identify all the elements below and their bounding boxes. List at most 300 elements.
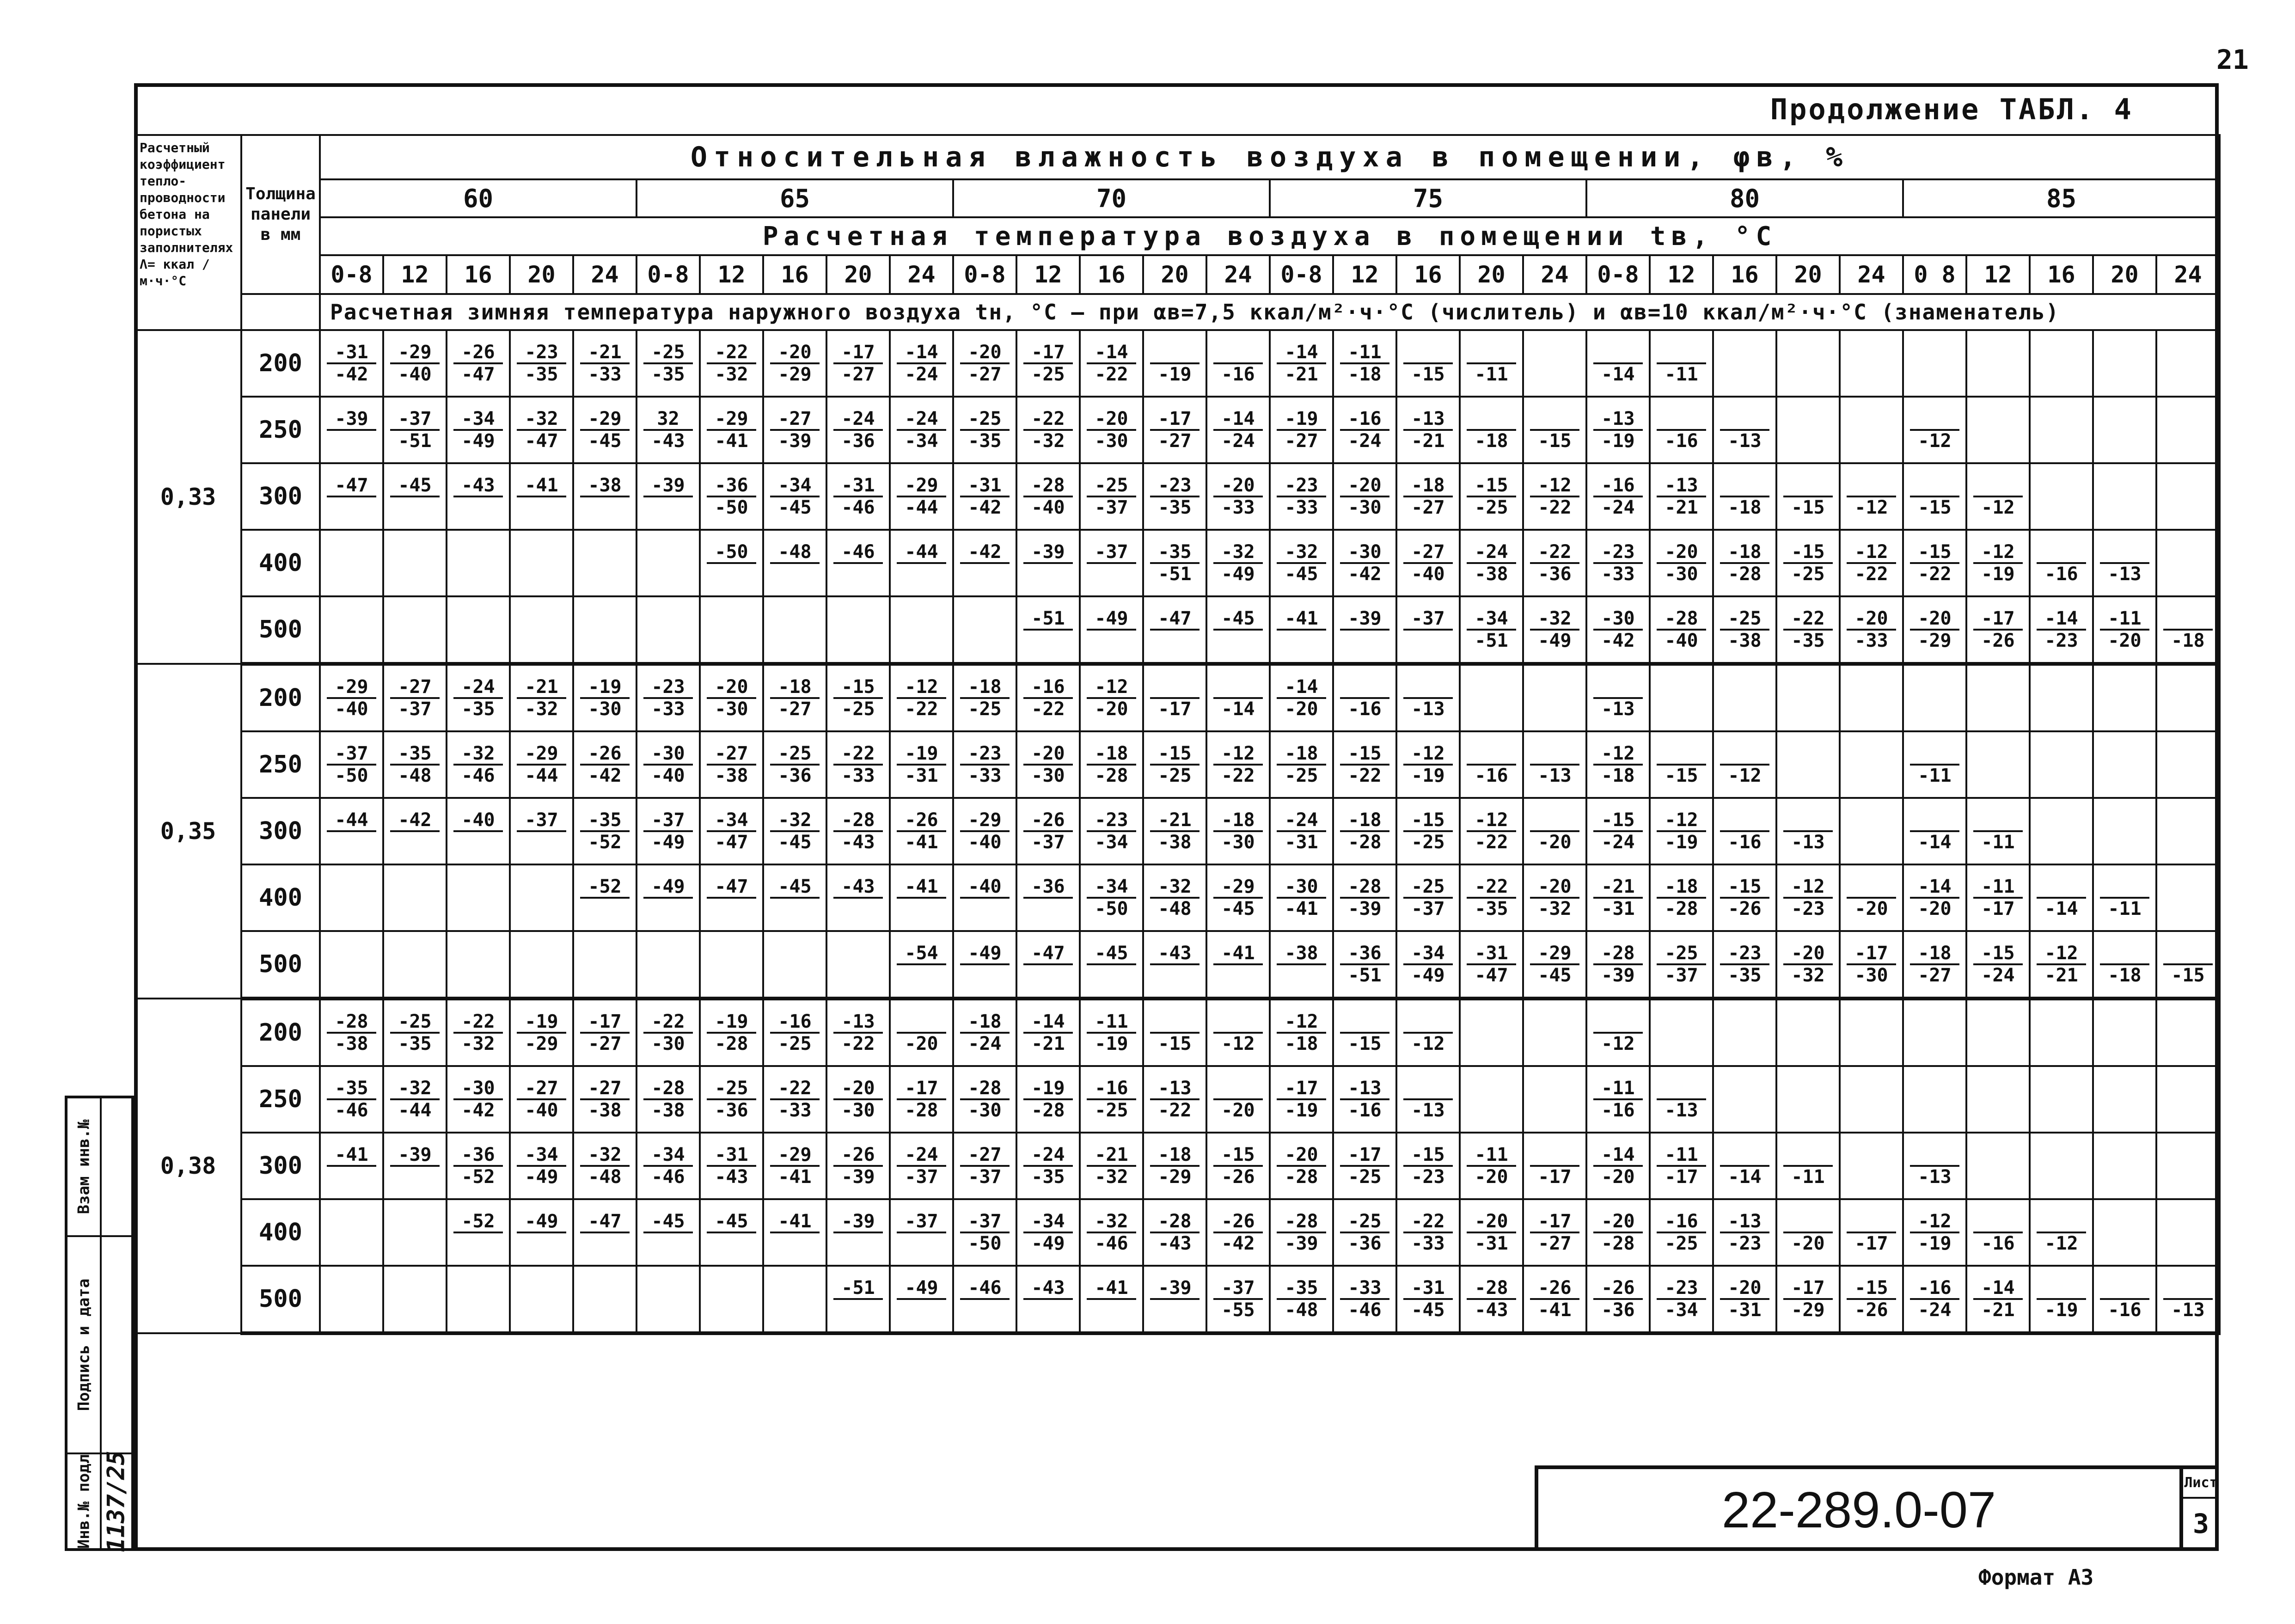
header-row-humidity-groups bbox=[135, 179, 2220, 217]
table-cell bbox=[1903, 1199, 1966, 1266]
denominator: -42 bbox=[1340, 562, 1389, 584]
numerator: -28 bbox=[1031, 475, 1065, 496]
table-cell bbox=[953, 397, 1016, 463]
fraction bbox=[1340, 677, 1389, 719]
table-cell bbox=[1270, 664, 1333, 731]
fraction bbox=[833, 1278, 882, 1320]
numerator: -21 bbox=[525, 676, 558, 698]
table-header bbox=[135, 135, 2220, 330]
numerator: -15 bbox=[1601, 809, 1635, 831]
denominator: -22 bbox=[897, 697, 946, 719]
table-cell bbox=[1586, 664, 1650, 731]
denominator: -35 bbox=[1720, 963, 1769, 986]
numerator: -22 bbox=[1791, 608, 1825, 629]
denominator bbox=[580, 897, 629, 919]
fraction bbox=[327, 409, 376, 451]
table-cell bbox=[636, 1066, 700, 1133]
fraction bbox=[1087, 677, 1136, 719]
fraction bbox=[1847, 475, 1896, 518]
fraction bbox=[1340, 943, 1389, 986]
denominator bbox=[1023, 963, 1072, 986]
denominator: -47 bbox=[453, 362, 502, 385]
table-cell bbox=[447, 664, 510, 731]
table-cell bbox=[2093, 330, 2156, 397]
denominator: -22 bbox=[1213, 764, 1262, 786]
numerator: -47 bbox=[715, 876, 748, 897]
numerator: -18 bbox=[1158, 1144, 1192, 1165]
numerator: -23 bbox=[1728, 943, 1762, 964]
denominator: -40 bbox=[517, 1098, 566, 1121]
denominator bbox=[1023, 897, 1072, 919]
numerator: -15 bbox=[1981, 943, 2015, 964]
table-cell bbox=[510, 330, 573, 397]
numerator: -18 bbox=[1221, 809, 1255, 831]
table-cell bbox=[1333, 596, 1396, 664]
fraction bbox=[453, 475, 502, 518]
temp-header: 24 bbox=[573, 255, 636, 294]
denominator: -48 bbox=[1150, 897, 1199, 919]
denominator: -38 bbox=[580, 1098, 629, 1121]
numerator: -29 bbox=[1221, 876, 1255, 897]
fraction bbox=[707, 677, 756, 719]
numerator: -38 bbox=[1285, 943, 1318, 964]
table-cell bbox=[826, 530, 890, 596]
table-cell bbox=[510, 463, 573, 530]
denominator: -22 bbox=[1150, 1098, 1199, 1121]
table-cell bbox=[700, 931, 763, 999]
denominator: -42 bbox=[453, 1098, 502, 1121]
denominator: -15 bbox=[1530, 429, 1579, 451]
table-cell bbox=[1586, 1199, 1650, 1266]
denominator: -33 bbox=[580, 362, 629, 385]
denominator: -27 bbox=[960, 362, 1009, 385]
table-cell bbox=[1966, 1133, 2030, 1199]
numerator: -43 bbox=[461, 475, 495, 496]
table-cell bbox=[447, 798, 510, 864]
fraction bbox=[1087, 1011, 1136, 1054]
temp-header: 24 bbox=[890, 255, 953, 294]
denominator: -30 bbox=[1213, 830, 1262, 852]
table-cell bbox=[1966, 999, 2030, 1066]
numerator: -36 bbox=[1348, 943, 1382, 964]
table-row bbox=[135, 931, 2220, 999]
numerator: -29 bbox=[905, 475, 938, 496]
table-cell bbox=[1333, 463, 1396, 530]
fraction bbox=[580, 677, 629, 719]
numerator: -45 bbox=[1221, 608, 1255, 629]
denominator: -20 bbox=[2100, 629, 2149, 651]
table-cell bbox=[1523, 330, 1586, 397]
table-cell bbox=[1270, 931, 1333, 999]
fraction bbox=[1213, 475, 1262, 518]
table-cell bbox=[383, 330, 447, 397]
fraction bbox=[833, 342, 882, 385]
fraction bbox=[1087, 1278, 1136, 1320]
fraction bbox=[833, 475, 882, 518]
table-cell bbox=[1270, 463, 1333, 530]
temp-header: 24 bbox=[1523, 255, 1586, 294]
denominator: -27 bbox=[580, 1032, 629, 1054]
fraction bbox=[960, 876, 1009, 919]
numerator: -29 bbox=[1538, 943, 1572, 964]
table-cell bbox=[1523, 596, 1586, 664]
table-cell bbox=[953, 999, 1016, 1066]
table-cell bbox=[1016, 1199, 1080, 1266]
temp-header: 12 bbox=[1966, 255, 2030, 294]
table-cell bbox=[890, 397, 953, 463]
fraction bbox=[770, 475, 819, 518]
numerator: -24 bbox=[905, 1144, 938, 1165]
denominator bbox=[327, 496, 376, 518]
table-cell bbox=[383, 530, 447, 596]
table-cell bbox=[1080, 1133, 1143, 1199]
numerator: -17 bbox=[1031, 342, 1065, 363]
fraction bbox=[1340, 1011, 1389, 1054]
numerator: -12 bbox=[1918, 1211, 1952, 1232]
fraction bbox=[1150, 342, 1199, 385]
denominator bbox=[1023, 562, 1072, 584]
denominator: -30 bbox=[643, 1032, 692, 1054]
numerator: -35 bbox=[1285, 1277, 1318, 1299]
table-cell bbox=[1966, 1266, 2030, 1333]
numerator: -11 bbox=[1981, 876, 2015, 897]
denominator: -40 bbox=[1657, 629, 1706, 651]
numerator: -39 bbox=[1348, 608, 1382, 629]
table-cell bbox=[1586, 463, 1650, 530]
numerator: -41 bbox=[905, 876, 938, 897]
table-cell bbox=[2093, 530, 2156, 596]
denominator: -32 bbox=[453, 1032, 502, 1054]
table-cell bbox=[1016, 1266, 1080, 1333]
table-cell bbox=[1586, 397, 1650, 463]
table-cell bbox=[1460, 664, 1523, 731]
table-cell bbox=[1080, 530, 1143, 596]
fraction bbox=[390, 743, 439, 786]
fraction bbox=[897, 1011, 946, 1054]
table-cell bbox=[2156, 664, 2220, 731]
denominator bbox=[1340, 629, 1389, 651]
table-cell bbox=[1143, 330, 1206, 397]
temp-header: 0-8 bbox=[320, 255, 383, 294]
table-cell bbox=[1903, 1066, 1966, 1133]
table-cell bbox=[573, 798, 636, 864]
thickness-header: Толщина панели в мм bbox=[241, 135, 320, 294]
denominator: -37 bbox=[1657, 963, 1706, 986]
table-cell bbox=[1840, 798, 1903, 864]
table-cell bbox=[1206, 931, 1270, 999]
denominator: -47 bbox=[707, 830, 756, 852]
table-cell bbox=[320, 864, 383, 931]
numerator: -22 bbox=[1411, 1211, 1445, 1232]
table-cell bbox=[2093, 1066, 2156, 1133]
table-cell bbox=[1270, 864, 1333, 931]
table-cell bbox=[1840, 397, 1903, 463]
table-cell bbox=[1776, 1066, 1840, 1133]
numerator: -27 bbox=[1411, 541, 1445, 563]
numerator: -12 bbox=[1665, 809, 1698, 831]
numerator: -15 bbox=[1411, 809, 1445, 831]
denominator: -34 bbox=[1657, 1298, 1706, 1320]
numerator: -43 bbox=[1158, 943, 1192, 964]
numerator: -35 bbox=[335, 1078, 368, 1099]
numerator: -16 bbox=[1665, 1211, 1698, 1232]
numerator: -13 bbox=[1411, 408, 1445, 429]
denominator: -19 bbox=[1277, 1098, 1326, 1121]
numerator: -15 bbox=[1728, 876, 1762, 897]
table-cell bbox=[953, 596, 1016, 664]
table-cell bbox=[636, 397, 700, 463]
denominator: -43 bbox=[707, 1165, 756, 1187]
numerator: -22 bbox=[1031, 408, 1065, 429]
denominator: -17 bbox=[1657, 1165, 1706, 1187]
denominator: -13 bbox=[2100, 562, 2149, 584]
fraction bbox=[1340, 409, 1389, 451]
fraction bbox=[453, 1011, 502, 1054]
fraction bbox=[643, 677, 692, 719]
table-row bbox=[135, 864, 2220, 931]
table-row bbox=[135, 664, 2220, 731]
fraction bbox=[453, 1078, 502, 1121]
table-cell bbox=[1396, 596, 1460, 664]
fraction bbox=[707, 1145, 756, 1187]
denominator: -25 bbox=[1783, 562, 1832, 584]
table-cell bbox=[1650, 798, 1713, 864]
table-cell bbox=[890, 463, 953, 530]
table-cell bbox=[1523, 397, 1586, 463]
fraction bbox=[833, 542, 882, 584]
denominator: -21 bbox=[1023, 1032, 1072, 1054]
numerator: -23 bbox=[1095, 809, 1128, 831]
denominator: -13 bbox=[1593, 697, 1642, 719]
numerator: -36 bbox=[461, 1144, 495, 1165]
table-cell bbox=[890, 1199, 953, 1266]
denominator: -55 bbox=[1213, 1298, 1262, 1320]
numerator: -33 bbox=[1348, 1277, 1382, 1299]
table-cell bbox=[2030, 463, 2093, 530]
numerator: -45 bbox=[398, 475, 432, 496]
table-cell bbox=[636, 1133, 700, 1199]
thickness-value: 200 bbox=[241, 664, 320, 731]
numerator: -20 bbox=[1348, 475, 1382, 496]
fraction bbox=[1213, 342, 1262, 385]
table-cell bbox=[320, 330, 383, 397]
fraction bbox=[1657, 342, 1706, 385]
denominator: -27 bbox=[1910, 963, 1959, 986]
temp-header: 0 8 bbox=[1903, 255, 1966, 294]
table-cell bbox=[1523, 1199, 1586, 1266]
table-cell bbox=[1586, 798, 1650, 864]
denominator bbox=[897, 897, 946, 919]
numerator: -37 bbox=[1221, 1277, 1255, 1299]
fraction bbox=[1340, 743, 1389, 786]
denominator: -12 bbox=[2037, 1232, 2086, 1254]
fraction bbox=[2163, 943, 2212, 986]
fraction bbox=[327, 810, 376, 852]
denominator: -35 bbox=[1023, 1165, 1072, 1187]
denominator: -45 bbox=[1213, 897, 1262, 919]
fraction bbox=[833, 677, 882, 719]
denominator: -52 bbox=[580, 830, 629, 852]
fraction bbox=[1530, 542, 1579, 584]
table-cell bbox=[1713, 999, 1776, 1066]
denominator: -18 bbox=[1340, 362, 1389, 385]
fraction bbox=[1150, 943, 1199, 986]
denominator bbox=[1087, 963, 1136, 986]
fraction bbox=[1087, 475, 1136, 518]
numerator: -41 bbox=[778, 1211, 812, 1232]
numerator: -39 bbox=[335, 408, 368, 429]
denominator: -41 bbox=[1530, 1298, 1579, 1320]
fraction bbox=[1023, 810, 1072, 852]
denominator: -21 bbox=[1657, 496, 1706, 518]
fraction bbox=[1087, 342, 1136, 385]
table-cell bbox=[447, 1133, 510, 1199]
denominator: -11 bbox=[1467, 362, 1516, 385]
fraction bbox=[1023, 1278, 1072, 1320]
table-body bbox=[135, 330, 2220, 1333]
table-cell bbox=[826, 731, 890, 798]
table-cell bbox=[573, 463, 636, 530]
fraction bbox=[833, 409, 882, 451]
denominator: -30 bbox=[707, 697, 756, 719]
table-cell bbox=[510, 530, 573, 596]
denominator: -25 bbox=[1467, 496, 1516, 518]
numerator: -24 bbox=[1031, 1144, 1065, 1165]
numerator: -24 bbox=[461, 676, 495, 698]
fraction bbox=[327, 342, 376, 385]
denominator: -38 bbox=[643, 1098, 692, 1121]
denominator: -19 bbox=[1973, 562, 2022, 584]
numerator: -31 bbox=[968, 475, 1002, 496]
table-cell bbox=[1080, 999, 1143, 1066]
denominator bbox=[1213, 629, 1262, 651]
sheet-label: Лист bbox=[2183, 1469, 2219, 1499]
fraction bbox=[2100, 943, 2149, 986]
denominator: -35 bbox=[390, 1032, 439, 1054]
table-cell bbox=[763, 999, 826, 1066]
numerator: -35 bbox=[588, 809, 622, 831]
table-cell bbox=[1460, 397, 1523, 463]
denominator: -32 bbox=[1530, 897, 1579, 919]
fraction bbox=[1783, 810, 1832, 852]
numerator: -25 bbox=[1411, 876, 1445, 897]
table-cell bbox=[2156, 1066, 2220, 1133]
fraction bbox=[643, 876, 692, 919]
denominator: -35 bbox=[453, 697, 502, 719]
denominator: -16 bbox=[1657, 429, 1706, 451]
table-cell bbox=[1903, 798, 1966, 864]
table-cell bbox=[2030, 664, 2093, 731]
table-row bbox=[135, 397, 2220, 463]
table-cell bbox=[573, 1133, 636, 1199]
numerator: -19 bbox=[588, 676, 622, 698]
denominator: -46 bbox=[1340, 1298, 1389, 1320]
table-cell bbox=[1903, 931, 1966, 999]
header-row-temp-title bbox=[135, 217, 2220, 255]
fraction bbox=[1720, 1278, 1769, 1320]
table-cell bbox=[2093, 1266, 2156, 1333]
denominator: -35 bbox=[517, 362, 566, 385]
fraction bbox=[1593, 608, 1642, 651]
table-cell bbox=[320, 596, 383, 664]
fraction bbox=[1720, 1145, 1769, 1187]
table-cell bbox=[1776, 397, 1840, 463]
fraction bbox=[1150, 608, 1199, 651]
table-cell bbox=[636, 530, 700, 596]
numerator: -17 bbox=[1981, 608, 2015, 629]
numerator: -32 bbox=[461, 743, 495, 764]
table-cell bbox=[2156, 596, 2220, 664]
fraction bbox=[770, 876, 819, 919]
table-row bbox=[135, 463, 2220, 530]
denominator: -15 bbox=[1783, 496, 1832, 518]
denominator: -20 bbox=[1847, 897, 1896, 919]
denominator: -46 bbox=[327, 1098, 376, 1121]
table-row bbox=[135, 731, 2220, 798]
table-cell bbox=[1650, 931, 1713, 999]
denominator: -49 bbox=[1023, 1232, 1072, 1254]
denominator: -29 bbox=[1910, 629, 1959, 651]
fraction bbox=[1213, 1278, 1262, 1320]
fraction bbox=[1023, 342, 1072, 385]
fraction bbox=[1783, 608, 1832, 651]
fraction bbox=[1023, 608, 1072, 651]
table-cell bbox=[700, 463, 763, 530]
table-cell bbox=[1713, 463, 1776, 530]
table-cell bbox=[1206, 864, 1270, 931]
fraction bbox=[1973, 542, 2022, 584]
fraction bbox=[833, 1145, 882, 1187]
temp-header: 12 bbox=[383, 255, 447, 294]
table-cell bbox=[320, 1133, 383, 1199]
numerator: -35 bbox=[398, 743, 432, 764]
fraction bbox=[1213, 677, 1262, 719]
numerator: -28 bbox=[1348, 876, 1382, 897]
table-cell bbox=[700, 798, 763, 864]
fraction bbox=[453, 743, 502, 786]
table-cell bbox=[953, 664, 1016, 731]
numerator: -20 bbox=[1854, 608, 1888, 629]
table-cell bbox=[1650, 664, 1713, 731]
table-cell bbox=[2156, 1266, 2220, 1333]
fraction bbox=[1720, 475, 1769, 518]
fraction bbox=[580, 409, 629, 451]
table-cell bbox=[2030, 731, 2093, 798]
denominator: -32 bbox=[707, 362, 756, 385]
denominator: -22 bbox=[1023, 697, 1072, 719]
table-cell bbox=[890, 664, 953, 731]
numerator: -19 bbox=[1285, 408, 1318, 429]
table-cell bbox=[383, 596, 447, 664]
denominator: -20 bbox=[1277, 697, 1326, 719]
coef-value: 0,33 bbox=[135, 330, 241, 664]
table-cell bbox=[1460, 798, 1523, 864]
table-cell bbox=[1143, 864, 1206, 931]
table-cell bbox=[1270, 1266, 1333, 1333]
fraction bbox=[1340, 608, 1389, 651]
table-cell bbox=[763, 798, 826, 864]
denominator bbox=[1150, 963, 1199, 986]
fraction bbox=[1593, 1011, 1642, 1054]
table-cell bbox=[636, 1199, 700, 1266]
denominator bbox=[327, 429, 376, 451]
fraction bbox=[897, 1145, 946, 1187]
fraction bbox=[1277, 1278, 1326, 1320]
temp-header: 16 bbox=[1396, 255, 1460, 294]
fraction bbox=[390, 1078, 439, 1121]
table-cell bbox=[1903, 397, 1966, 463]
denominator: -44 bbox=[517, 764, 566, 786]
